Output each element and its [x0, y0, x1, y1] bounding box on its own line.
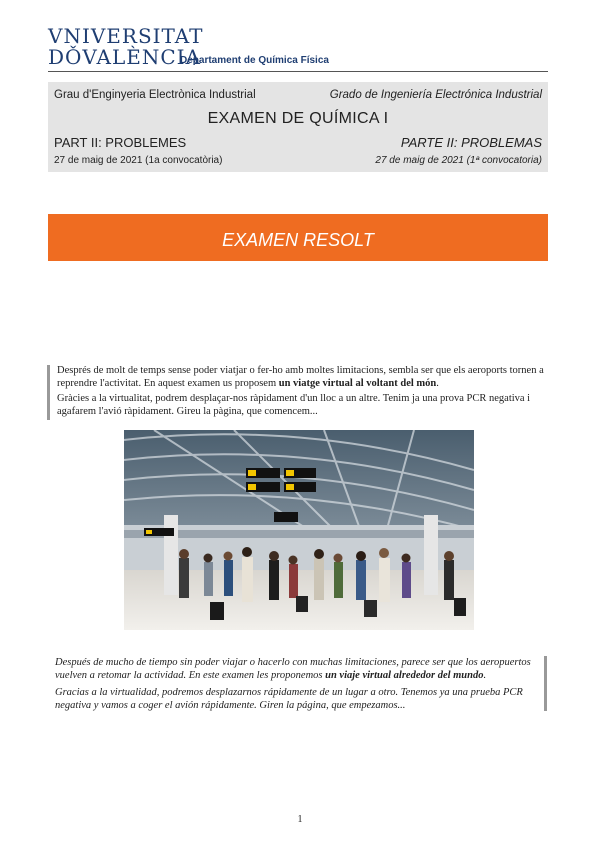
- header-divider: [48, 71, 548, 72]
- intro-spanish-paragraph-1: Después de mucho de tiempo sin poder viajar o hacerlo con muchas limitaciones, parece ser que los aeropuertos vuelven a retomar la actividad. En este examen les proponemos un viaje virtual alrededor del mundo.: [55, 657, 531, 681]
- exam-title: EXAMEN DE QUÍMICA I: [207, 110, 389, 127]
- date-catalan: 27 de maig de 2021 (1a convocatòria): [54, 155, 223, 166]
- quote-bar-right: [544, 656, 547, 711]
- airport-terminal-photo: [124, 430, 474, 630]
- university-logo-line1: VNIVERSITAT: [48, 24, 204, 48]
- degree-catalan: Grau d'Enginyeria Electrònica Industrial: [54, 89, 256, 101]
- degree-spanish: Grado de Ingeniería Electrónica Industrial: [329, 89, 542, 101]
- date-spanish: 27 de maig de 2021 (1ª convocatoria): [375, 155, 542, 166]
- intro-catalan-paragraph-2: Gràcies a la virtualitat, podrem desplaçar-nos ràpidament d'un lloc a un altre. Tenim ja una prova PCR negativa i agafarem l'avió ràpidament. Gireu la pàgina, que comencem...: [57, 393, 531, 417]
- quote-bar: [47, 365, 50, 420]
- intro-catalan-paragraph-1: Després de molt de temps sense poder viatjar o fer-ho amb moltes limitacions, sembla ser que els aeroports tornen a reprendre l'activitat. En aquest examen us proposem un viatge virtual al voltant del món.: [57, 365, 544, 389]
- department-name: Departament de Química Física: [180, 55, 329, 66]
- part-catalan: PART II: PROBLEMES: [54, 135, 187, 150]
- intro-spanish-paragraph-2: Gracias a la virtualidad, podremos desplazarnos rápidamente de un lugar a otro. Tenemos ya una prueba PCR negativa y vamos a coger el avión rápidamente. Giren la página, que empezamos...: [55, 687, 523, 711]
- part-spanish: PARTE II: PROBLEMAS: [400, 135, 542, 150]
- page-number: 1: [297, 814, 303, 825]
- university-logo-line2: DǑVALÈNCIA: [48, 45, 201, 69]
- solved-exam-banner-text: EXAMEN RESOLT: [222, 230, 374, 250]
